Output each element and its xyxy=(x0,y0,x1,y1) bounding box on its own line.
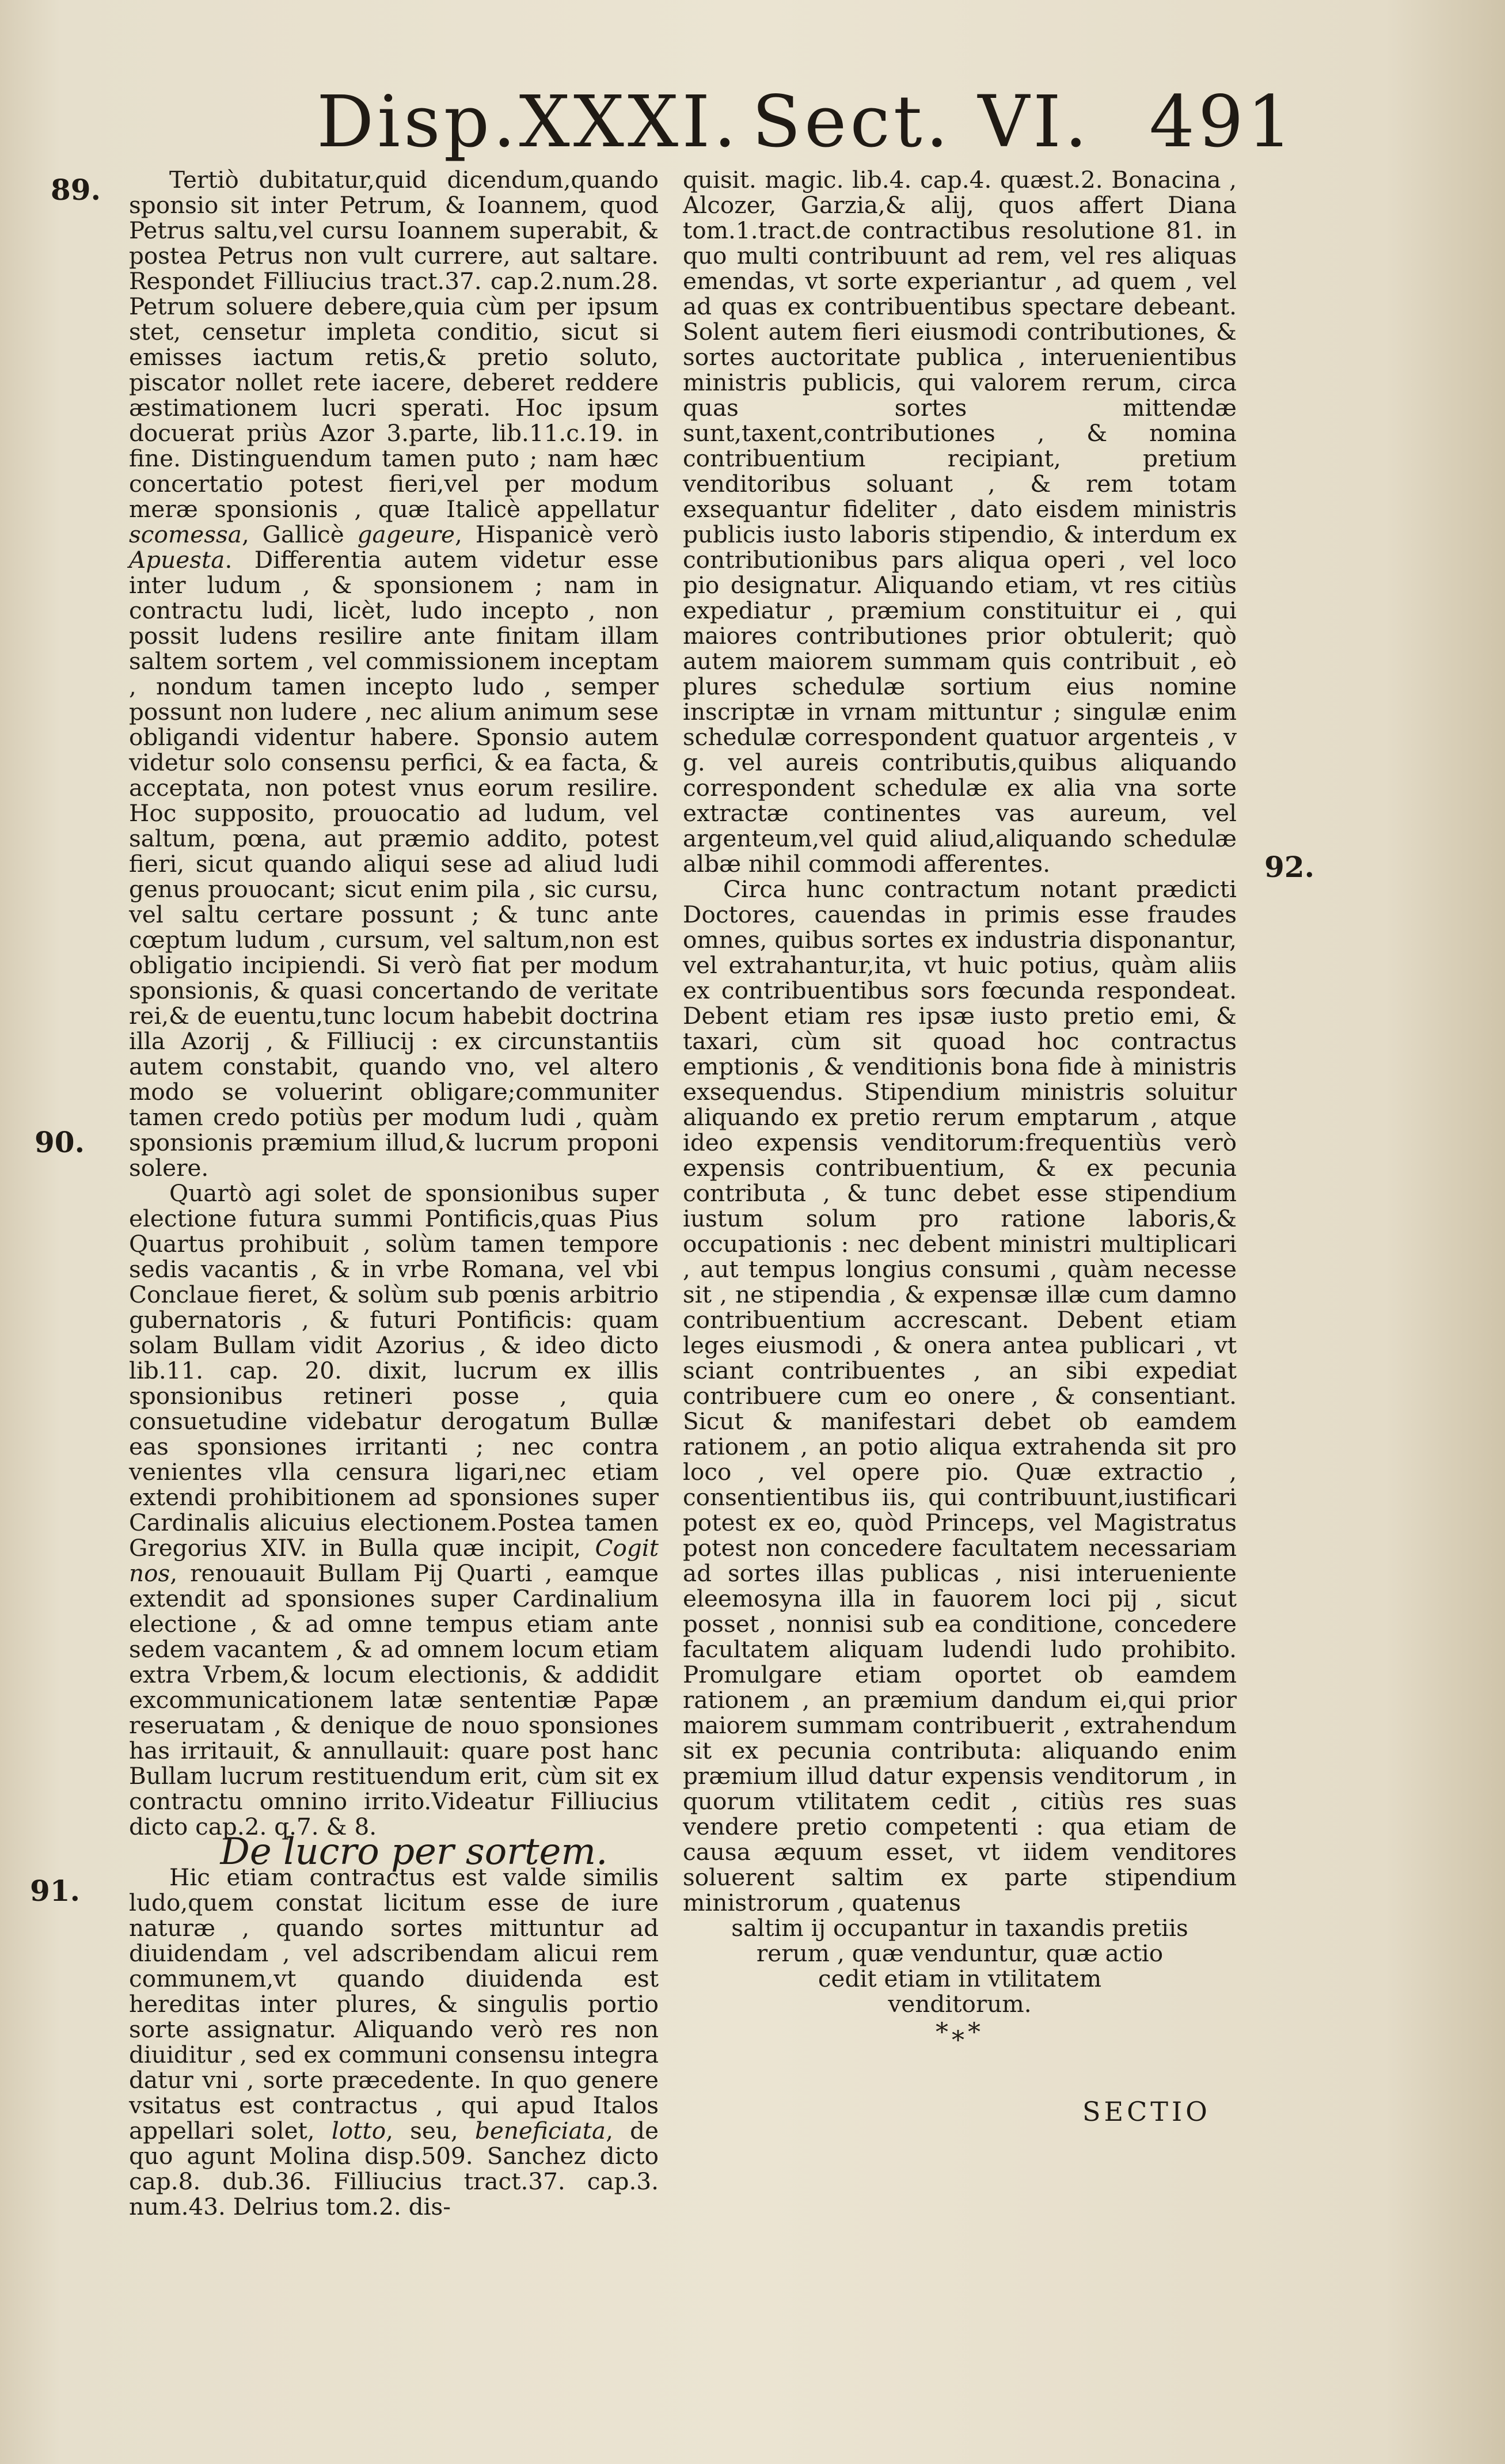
closing-line-3: cedit etiam in vtilitatem xyxy=(818,1965,1102,1992)
paragraph-92: Circa hunc contractum notant prædicti Doctores, cauendas in primis esse fraudes omnes, quibus sortes ex industria disponantur, vel extrahantur,ita, vt huic potius, quàm aliis ex contribuentibus sors fœcunda respondeat. Debent etiam res ipsæ iusto pretio emi, & taxari, cùm sit quoad hoc contractus emptionis , & venditionis bona fide à ministris exsequendus. Stipendium ministris soluitur aliquando ex pretio rerum emptarum , atque ideo expensis venditorum:frequentiùs verò expensis contribuentium, & ex pecunia contributa , & tunc debet esse stipendium iustum solum pro ratione laboris,& occupationis : nec debent ministri multiplicari , aut tempus longius consumi , quàm necesse sit , ne stipendia , & expensæ illæ cum damno contribuentium accrescant. Debent etiam leges eiusmodi , & onera antea publicari , vt sciant contribuentes , an sibi expediat contribuere cum eo onere , & consentiant. Sicut & manifestari debet ob eamdem rationem , an potio aliqua extrahenda sit pro loco , vel opere pio. Quæ extractio , consentientibus iis, qui contribuunt,iustificari potest ex eo, quòd Princeps, vel Magistratus potest non concedere facultatem necessariam ad sortes illas publicas , nisi interueniente eleemosyna illa in fauorem loci pij , sicut posset , nonnisi sub ea conditione, concedere facultatem aliquam ludendi ludo prohibito. Promulgare etiam oportet ob eamdem rationem , an præmium dandum ei,qui prior maiorem summam contribuerit , extrahendum sit ex pecunia contributa: aliquando enim præmium illud datur expensis venditorum , in quorum vtilitatem cedit , citiùs res suas vendere pretio competenti : qua etiam de causa æquum esset, vt iidem venditores soluerent saltim ex parte stipendium ministrorum , quatenus xyxy=(683,875,1237,1916)
paragraph-89: Tertiò dubitatur,quid dicendum,quando sponsio sit inter Petrum, & Ioannem, quod Petrus saltu,vel cursu Ioannem superabit, & postea Petrus non vult currere, aut saltare. Respondet Filliucius tract.37. cap.2.num.28. Petrum soluere debere,quia cùm per ipsum stet, censetur impleta conditio, sicut si emisses iactum retis,& pretio soluto, piscator nollet rete iacere, deberet reddere æstimationem lucri sperati. Hoc ipsum docuerat priùs Azor 3.parte, lib.11.c.19. in fine. Distinguendum tamen puto ; nam hæc concertatio potest fieri,vel per modum meræ sponsionis , quæ Italicè appellatur scomessa, Gallicè gageure, Hispanicè verò Apuesta. Differentia autem videtur esse inter ludum , & sponsionem ; nam in contractu ludi, licèt, ludo incepto , non possit ludens resilire ante finitam illam saltem sortem , vel commissionem inceptam , nondum tamen incepto ludo , semper possunt non ludere , nec alium animum sese obligandi videntur habere. Sponsio autem videtur solo consensu perfici, & ea facta, & acceptata, non potest vnus eorum resilire. Hoc supposito, prouocatio ad ludum, vel saltum, pœna, aut præmio addito, potest fieri, sicut quando aliqui sese ad aliud ludi genus prouocant; sicut enim pila , sic cursu, vel saltu certare possunt ; & tunc ante cœptum ludum , cursum, vel saltum,non est obligatio incipiendi. Si verò fiat per modum sponsionis, & quasi concertando de veritate rei,& de euentu,tunc locum habebit doctrina illa Azorij , & Filliucij : ex circunstantiis autem constabit, quando vno, vel altero modo se voluerint obligare;communiter tamen credo potiùs per modum ludi , quàm sponsionis præmium illud,& lucrum proponi solere. xyxy=(129,166,659,1182)
margin-number-91: 91. xyxy=(30,1874,80,1908)
paragraph-91-continued: quisit. magic. lib.4. cap.4. quæst.2. Bonacina , Alcozer, Garzia,& alij, quos affert Diana tom.1.tract.de contractibus resolutione 81. in quo multi contribuunt ad rem, vel res aliquas emendas, vt sorte experiantur , ad quem , vel ad quas ex contribuentibus spectare debeant. Solent autem fieri eiusmodi contributiones, & sortes auctoritate publica , interuenientibus ministris publicis, qui valorem rerum, circa quas sortes mittendæ sunt,taxent,contributiones , & nomina contribuentium recipiant, pretium venditoribus soluant , & rem totam exsequantur fideliter , dato eisdem ministris publicis iusto laboris stipendio, & interdum ex contributionibus pars aliqua operi , vel loco pio designatur. Aliquando etiam, vt res citiùs expediatur , præmium constituitur ei , qui maiores contributiones prior obtulerit; quò autem maiorem summam quis contribuit , eò plures schedulæ sortium eius nomine inscriptæ in vrnam mittuntur ; singulæ enim schedulæ correspondent quatuor argenteis , v g. vel aureis contributis,quibus aliquando correspondent schedulæ ex alia vna sorte extractæ continentes vas aureum, vel argenteum,vel quid aliud,aliquando schedulæ albæ nihil commodi afferentes. xyxy=(683,166,1237,878)
asterism-ornament: *⁎* xyxy=(936,2018,984,2047)
margin-number-90: 90. xyxy=(35,1125,85,1159)
page-number: 491 xyxy=(1149,81,1296,164)
paragraph-90: Quartò agi solet de sponsionibus super electione futura summi Pontificis,quas Pius Quartus prohibuit , solùm tamen tempore sedis vacantis , & in vrbe Romana, vel vbi Conclaue fieret, & solùm sub pœnis arbitrio gubernatoris , & futuri Pontificis: quam solam Bullam vidit Azorius , & ideo dicto lib.11. cap. 20. dixit, lucrum ex illis sponsionibus retineri posse , quia consuetudine videbatur derogatum Bullæ eas sponsiones irritanti ; nec contra venientes vlla censura ligari,nec etiam extendi prohibitionem ad sponsiones super Cardinalis alicuius electionem.Postea tamen Gregorius XIV. in Bulla quæ incipit, Cogit nos, renouauit Bullam Pij Quarti , eamque extendit ad sponsiones super Cardinalium electione , & ad omne tempus etiam ante sedem vacantem , & ad omnem locum etiam extra Vrbem,& locum electionis, & addidit excommunicationem latæ sententiæ Papæ reseruatam , & denique de nouo sponsiones has irritauit, & annullauit: quare post hanc Bullam lucrum restituendum erit, cùm sit ex contractu omnino irrito.Videatur Filliucius dicto cap.2. q.7. & 8. xyxy=(129,1179,659,1840)
left-text-column xyxy=(129,167,659,2219)
running-head-section: Sect. VI. xyxy=(752,81,1091,164)
paragraph-91: Hic etiam contractus est valde similis ludo,quem constat licitum esse de iure naturæ , quando sortes mittuntur ad diuidendam , vel adscribendam alicui rem communem,vt quando diuidenda est hereditas inter plures, & singulis portio sorte assignatur. Aliquando verò res non diuiditur , sed ex communi consensu integra datur vni , sorte præcedente. In quo genere vsitatus est contractus , qui apud Italos appellari solet, lotto, seu, beneficiata, de quo agunt Molina disp.509. Sanchez dicto cap.8. dub.36. Filliucius tract.37. cap.3. num.43. Delrius tom.2. dis- xyxy=(129,1863,659,2220)
right-text-column xyxy=(683,167,1237,2045)
section-heading: De lucro per sortem. xyxy=(220,1831,608,1873)
margin-number-89: 89. xyxy=(51,173,101,207)
catchword: SECTIO xyxy=(1082,2096,1211,2127)
closing-line-4: venditorum. xyxy=(888,1990,1032,2018)
closing-line-1: saltim ij occupantur in taxandis pretiis xyxy=(731,1914,1188,1942)
closing-line-2: rerum , quæ venduntur, quæ actio xyxy=(756,1939,1164,1967)
margin-number-92: 92. xyxy=(1264,850,1314,884)
running-head-disputation: Disp.XXXI. xyxy=(317,81,740,164)
